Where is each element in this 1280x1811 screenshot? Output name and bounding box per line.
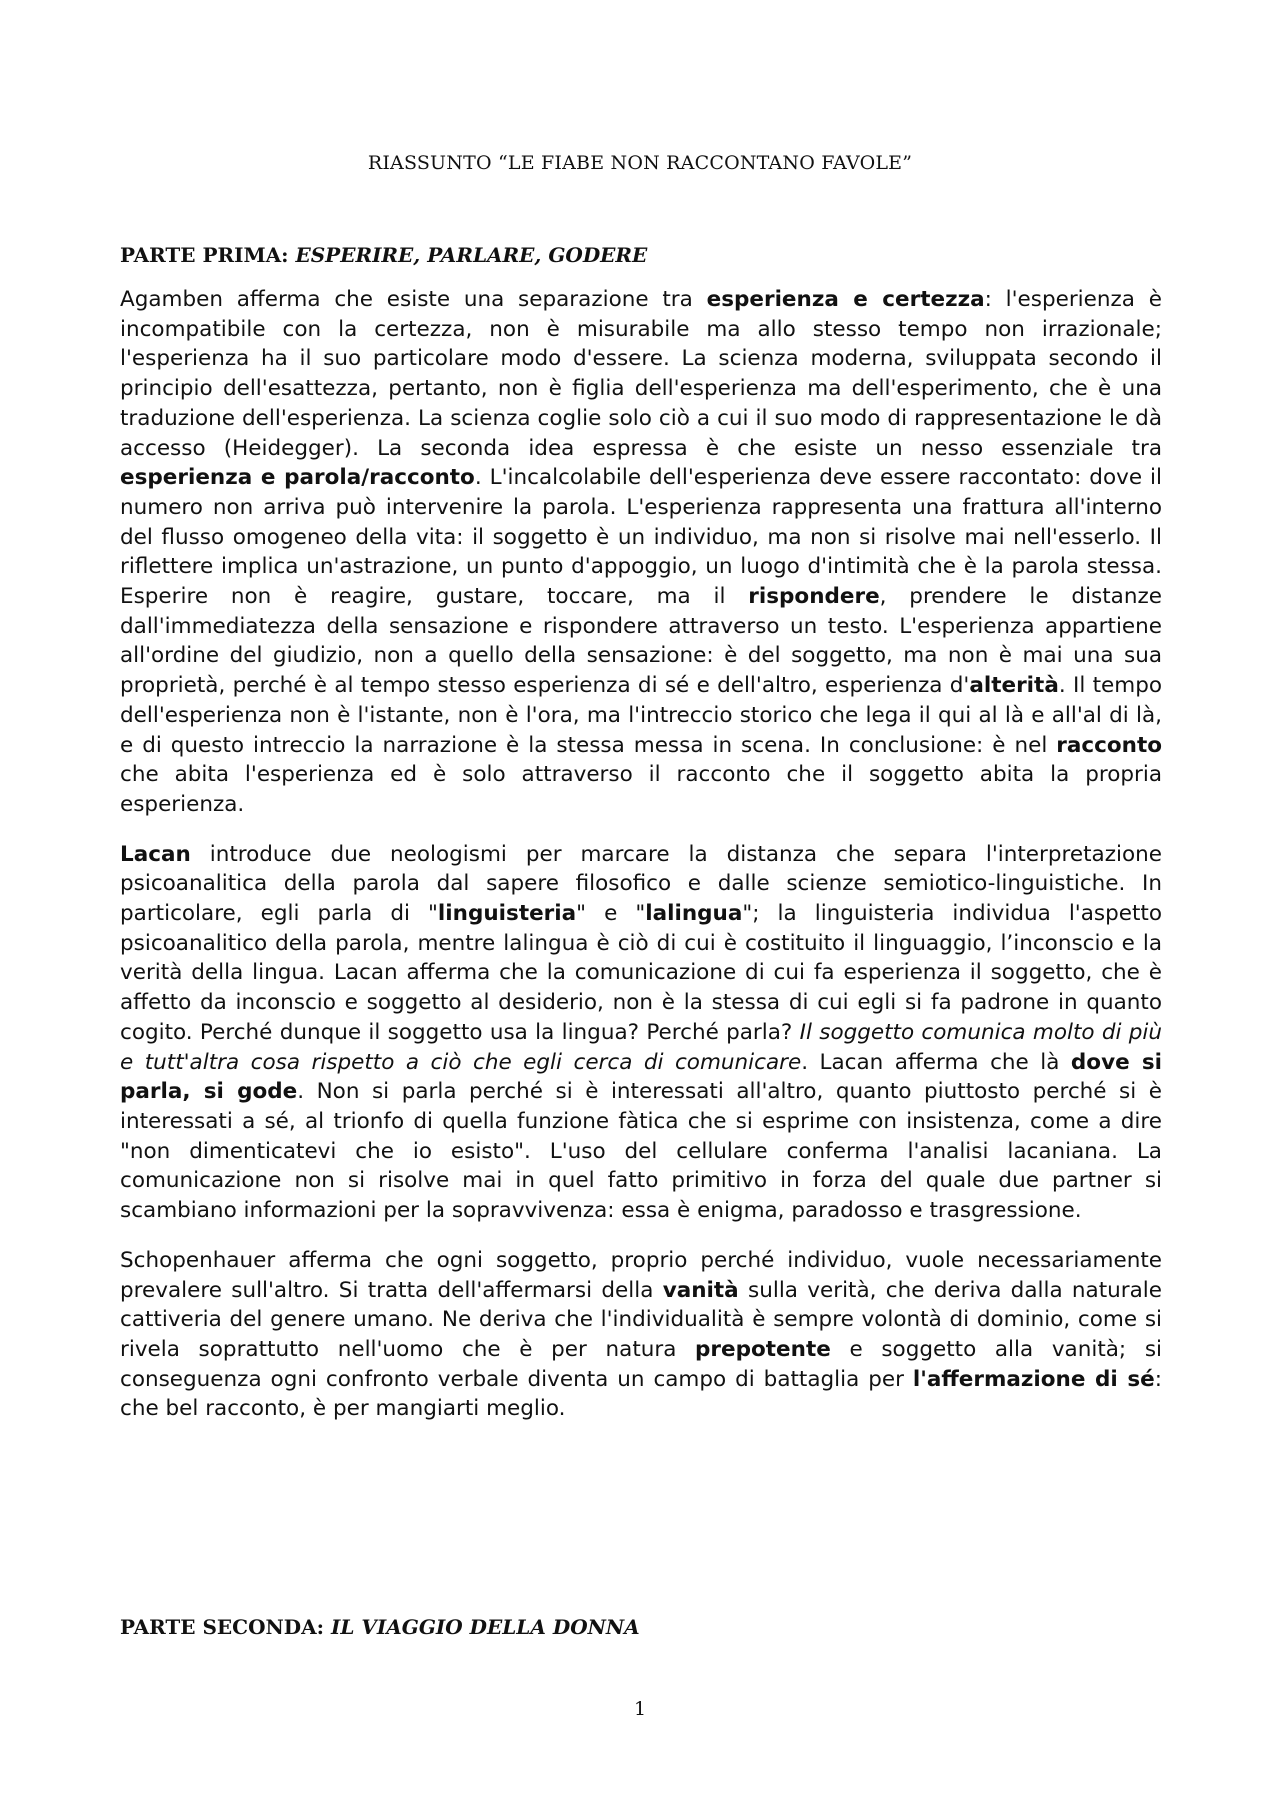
- section-label: PARTE PRIMA:: [120, 243, 296, 267]
- italic-quote: Il soggetto comunica molto di più e tutt'altra cosa rispetto a ciò che egli cerca di comunicare: [120, 1019, 1162, 1075]
- text-span: . Lacan afferma che là: [801, 1049, 1071, 1075]
- text-span: che abita l'esperienza ed è solo attraverso il racconto che il soggetto abita la propria esperienza.: [120, 762, 1162, 817]
- section-label: PARTE SECONDA:: [120, 1615, 331, 1639]
- bold-term: racconto: [1056, 732, 1162, 758]
- document-title: RIASSUNTO “LE FIABE NON RACCONTANO FAVOLE”: [367, 152, 913, 174]
- paragraph-agamben: [120, 285, 1162, 820]
- text-span: . Il tempo dell'esperienza non è l'istante, non è l'ora, ma l'intreccio storico che lega il qui al là e all'al di là, e di questo intreccio la narrazione è la stessa messa in scena. In conclusione: è nel: [120, 673, 1162, 758]
- text-span: sulla verità, che deriva dalla naturale cattiveria del genere umano. Ne deriva che l'individualità è sempre volontà di dominio, come si rivela soprattutto nell'uomo che è per natura: [120, 1277, 1163, 1362]
- text-span: : l'esperienza è incompatibile con la certezza, non è misurabile ma allo stesso tempo non irrazionale; l'esperienza ha il suo particolare modo d'essere. La scienza moderna, sviluppata secondo il principio dell'esattezza, pertanto, non è figlia dell'esperienza ma dell'esperimento, che è una traduzione dell'esperienza. La scienza coglie solo ciò a cui il suo modo di rappresentazione le dà accesso (Heidegger). La seconda idea espressa è che esiste un nesso essenziale tra: [120, 287, 1162, 461]
- text-span: . Non si parla perché si è interessati all'altro, quanto piuttosto perché si è interessati a sé, al trionfo di quella funzione fàtica che si esprime con insistenza, come a dire "non dimenticatevi che io esisto". L'uso del cellulare conferma l'analisi lacaniana. La comunicazione non si risolve mai in quel fatto primitivo in forza del quale due partner si scambiano informazioni per la sopravvivenza: essa è enigma, paradosso e trasgressione.: [120, 1079, 1162, 1224]
- section-subtitle: ESPERIRE, PARLARE, GODERE: [295, 243, 648, 267]
- bold-term: alterità: [969, 673, 1059, 699]
- section-heading-part-two: [120, 1615, 640, 1639]
- bold-term: linguisteria: [437, 901, 577, 927]
- text-span: Schopenhauer afferma che ogni soggetto, proprio perché individuo, vuole necessariamente prevalere sull'altro. Si tratta dell'affermarsi della: [120, 1247, 1162, 1303]
- section-subtitle: IL VIAGGIO DELLA DONNA: [330, 1615, 640, 1639]
- bold-term: Lacan: [120, 841, 191, 867]
- section-heading-part-one: [120, 243, 647, 267]
- bold-term: esperienza e certezza: [706, 287, 985, 312]
- bold-term: vanità: [662, 1277, 739, 1303]
- text-span: introduce due neologismi per marcare la distanza che separa l'interpretazione psicoanalitica della parola dal sapere filosofico e dalle scienze semiotico-linguistiche. In particolare, egli parla di ": [120, 841, 1162, 927]
- text-span: Agamben afferma che esiste una separazione tra: [120, 287, 707, 312]
- bold-term: l'affermazione di sé: [912, 1366, 1155, 1392]
- paragraph-lacan: [120, 840, 1162, 1226]
- paragraph-schopenhauer: [120, 1246, 1162, 1424]
- text-span: . L'incalcolabile dell'esperienza deve essere raccontato: dove il numero non arriva può intervenire la parola. L'esperienza rappresenta una frattura all'interno del flusso omogeneo della vita: il soggetto è un individuo, ma non si risolve mai nell'esserlo. Il riflettere implica un'astrazione, un punto d'appoggio, un luogo d'intimità che è la parola stessa. Esperire non è reagire, gustare, toccare, ma il: [120, 465, 1162, 610]
- bold-term: lalingua: [645, 901, 743, 927]
- bold-term: esperienza e parola/racconto: [120, 465, 475, 491]
- text-span: "; la linguisteria individua l'aspetto psicoanalitico della parola, mentre lalingua è ciò di cui è costituito il linguaggio, l’inconscio e la verità della lingua. Lacan afferma che la comunicazione di cui fa esperienza il soggetto, che è affetto da inconscio e soggetto al desiderio, non è la stessa di cui egli si fa padrone in quanto cogito. Perché dunque il soggetto usa la lingua? Perché parla?: [120, 901, 1162, 1045]
- bold-term: prepotente: [695, 1336, 831, 1362]
- body-text: [120, 285, 1162, 1444]
- text-span: e soggetto alla vanità; si conseguenza ogni confronto verbale diventa un campo di battaglia per: [120, 1336, 1162, 1392]
- text-span: : che bel racconto, è per mangiarti meglio.: [120, 1366, 1162, 1422]
- bold-term: rispondere: [748, 584, 880, 610]
- page-number: 1: [633, 1698, 647, 1720]
- text-span: , prendere le distanze dall'immediatezza della sensazione e rispondere attraverso un testo. L'esperienza appartiene all'ordine del giudizio, non a quello della sensazione: è del soggetto, ma non è mai una sua proprietà, perché è al tempo stesso esperienza di sé e dell'altro, esperienza d': [120, 584, 1162, 699]
- text-span: " e ": [576, 901, 646, 927]
- bold-term: dove si parla, si gode: [120, 1049, 1162, 1105]
